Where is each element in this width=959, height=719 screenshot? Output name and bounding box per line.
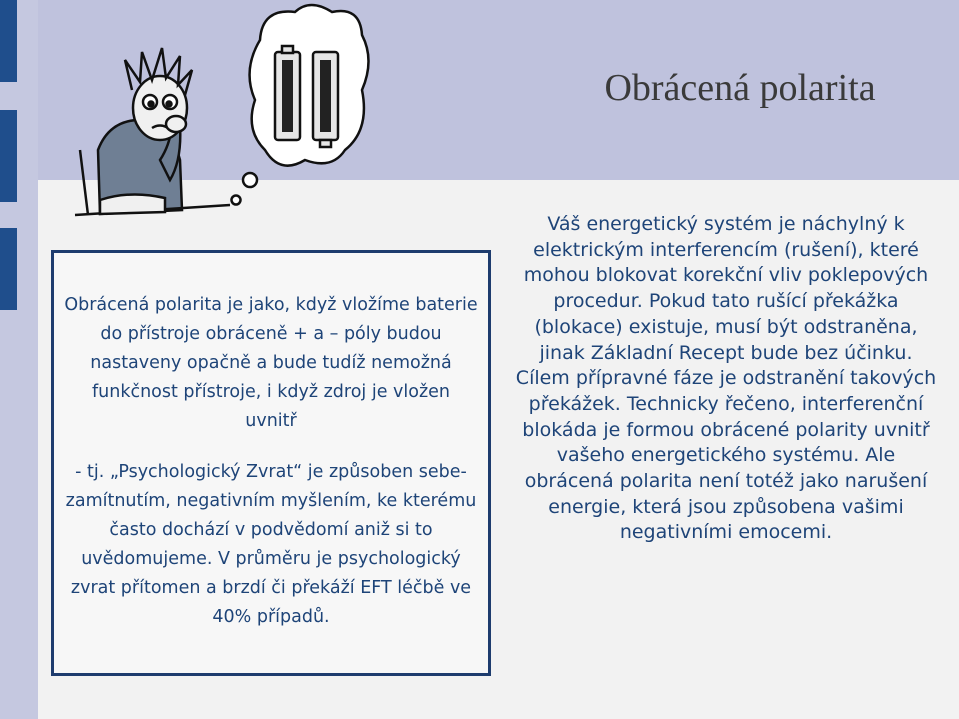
left-strip — [0, 0, 38, 719]
explanation-text: Váš energetický systém je náchylný k elektrickým interferencím (rušení), které mohou blokovat korekční vliv poklepových procedur. Pokud tato rušící překážka (blokace) existuje, musí být odstraněna, jinak Základní Recept bude bez účinku. Cílem přípravné fáze je odstranění takových překážek. Technicky řečeno, interferenční blokáda je formou obrácené polarity uvnitř vašeho energetického systému. Ale obrácená polarita není totéž jako narušení energie, která jsou způsobena vašimi negativními emocemi. — [515, 213, 937, 544]
definition-box — [51, 250, 491, 676]
slide-title: Obrácená polarita — [604, 67, 876, 109]
accent-tab-2 — [0, 110, 17, 202]
worried-man-illustration — [70, 0, 450, 225]
accent-tab-1 — [0, 0, 17, 82]
box-paragraph-2: - tj. „Psychologický Zvrat“ je způsoben sebe-zamítnutím, negativním myšlením, ke kterému často dochází v podvědomí aniž si to uvědomujeme. V průměru je psychologický zvrat přítomen a brzdí či překáží EFT léčbě ve 40% případů. — [65, 462, 477, 627]
accent-tab-3 — [0, 228, 17, 310]
box-paragraph-1: Obrácená polarita je jako, když vložíme baterie do přístroje obráceně + a – póly budou nastaveny opačně a bude tudíž nemožná funkčnost přístroje, i když zdroj je vložen uvnitř — [64, 295, 478, 431]
man-figure — [75, 48, 230, 215]
